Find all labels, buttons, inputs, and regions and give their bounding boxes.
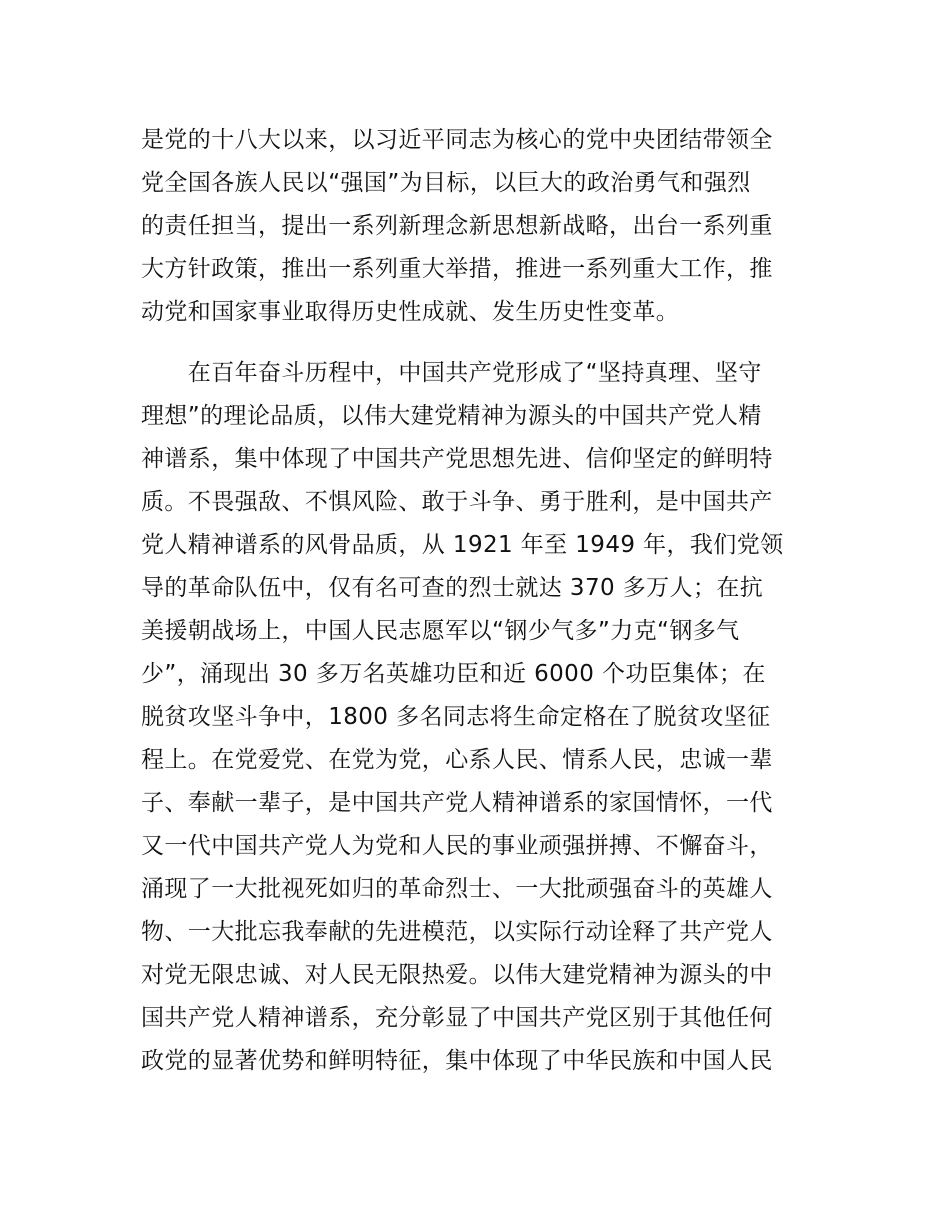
text-line: 导的革命队伍中，仅有名可查的烈士就达 370 多万人；在抗 bbox=[141, 575, 764, 601]
text-line: 党全国各族人民以“强国”为目标，以巨大的政治勇气和强烈 bbox=[141, 170, 751, 196]
text-line: 质。不畏强敌、不惧风险、敢于斗争、勇于胜利，是中国共产 bbox=[141, 489, 773, 515]
paragraph bbox=[141, 352, 821, 1083]
text-line: 涌现了一大批视死如归的革命烈士、一大批顽强奋斗的英雄人 bbox=[141, 876, 773, 902]
text-line: 国共产党人精神谱系，充分彰显了中国共产党区别于其他任何 bbox=[141, 1005, 773, 1031]
text-line: 程上。在党爱党、在党为党，心系人民、情系人民，忠诚一辈 bbox=[141, 747, 773, 773]
text-line: 少”，涌现出 30 多万名英雄功臣和近 6000 个功臣集体；在 bbox=[141, 661, 766, 687]
text-line: 党人精神谱系的风骨品质，从 1921 年至 1949 年，我们党领 bbox=[141, 532, 784, 558]
text-line: 的责任担当，提出一系列新理念新思想新战略，出台一系列重 bbox=[141, 213, 773, 239]
text-line: 动党和国家事业取得历史性成就、发生历史性变革。 bbox=[141, 299, 680, 325]
text-line: 美援朝战场上，中国人民志愿军以“钢少气多”力克“钢多气 bbox=[141, 618, 740, 644]
text-line: 大方针政策，推出一系列重大举措，推进一系列重大工作，推 bbox=[141, 256, 773, 282]
text-line: 物、一大批忘我奉献的先进模范，以实际行动诠释了共产党人 bbox=[141, 919, 773, 945]
text-line: 理想”的理论品质，以伟大建党精神为源头的中国共产党人精 bbox=[141, 403, 762, 429]
text-line: 脱贫攻坚斗争中，1800 多名同志将生命定格在了脱贫攻坚征 bbox=[141, 704, 771, 730]
text-line: 是党的十八大以来，以习近平同志为核心的党中央团结带领全 bbox=[141, 127, 773, 153]
paragraph bbox=[141, 119, 821, 334]
text-line: 又一代中国共产党人为党和人民的事业顽强拼搏、不懈奋斗， bbox=[141, 833, 773, 859]
text-line: 政党的显著优势和鲜明特征，集中体现了中华民族和中国人民 bbox=[141, 1048, 773, 1074]
text-line: 神谱系，集中体现了中国共产党思想先进、信仰坚定的鲜明特 bbox=[141, 446, 773, 472]
text-line: 对党无限忠诚、对人民无限热爱。以伟大建党精神为源头的中 bbox=[141, 962, 773, 988]
text-line: 在百年奋斗历程中，中国共产党形成了“坚持真理、坚守 bbox=[141, 360, 762, 386]
text-line: 子、奉献一辈子，是中国共产党人精神谱系的家国情怀，一代 bbox=[141, 790, 773, 816]
